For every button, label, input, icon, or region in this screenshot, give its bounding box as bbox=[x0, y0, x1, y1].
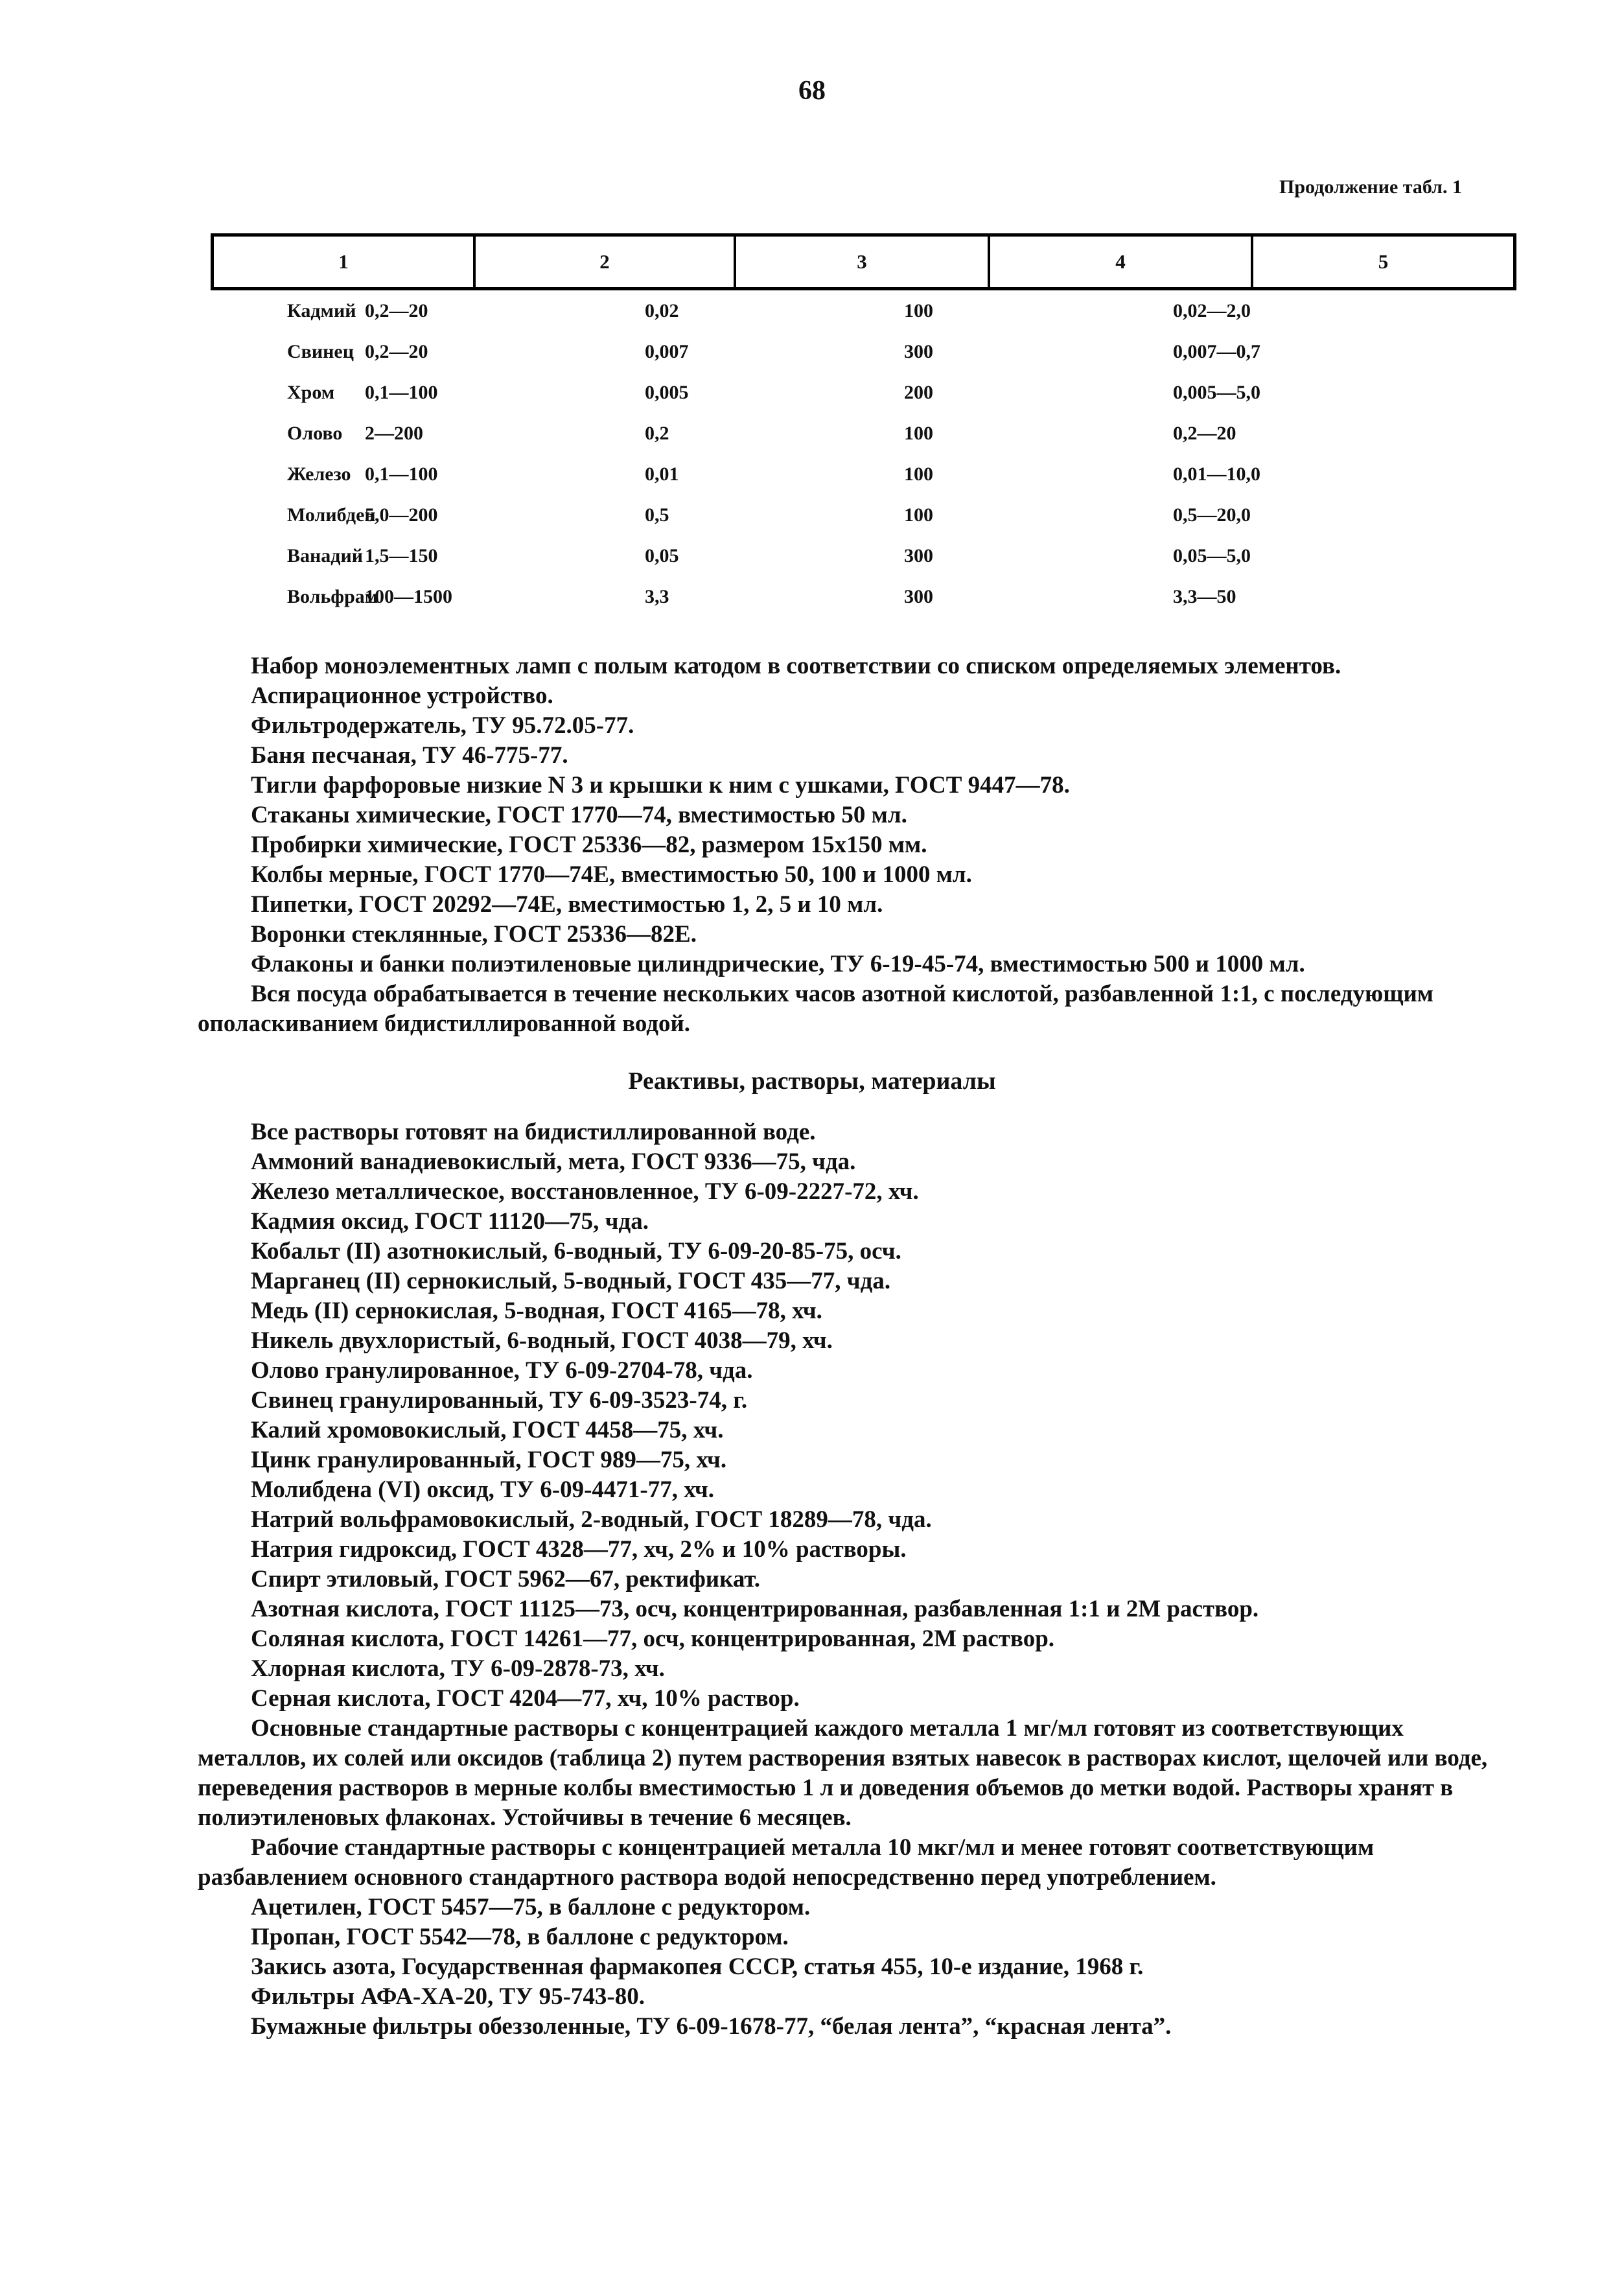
equipment-list bbox=[198, 651, 1516, 1039]
table-cell: Хром bbox=[287, 381, 335, 403]
reagent-item: Рабочие стандартные растворы с концентрацией металла 10 мкг/мл и менее готовят соответствующим разбавлением основного стандартного раствора водой непосредственно перед употреблением. bbox=[198, 1834, 1375, 1891]
reagent-item: Кобальт (II) азотнокислый, 6-водный, ТУ 6-09-20-85-75, осч. bbox=[251, 1238, 901, 1265]
reagent-item: Хлорная кислота, ТУ 6-09-2878-73, хч. bbox=[251, 1655, 665, 1682]
reagent-item: Никель двухлористый, 6-водный, ГОСТ 4038—79, хч. bbox=[251, 1327, 833, 1354]
table-cell: 0,2—20 bbox=[365, 299, 428, 321]
reagent-item: Калий хромовокислый, ГОСТ 4458—75, хч. bbox=[251, 1417, 724, 1443]
table-cell: 0,05—5,0 bbox=[1173, 544, 1251, 566]
table-cell: 1,5—150 bbox=[365, 544, 438, 566]
reagent-item: Аммоний ванадиевокислый, мета, ГОСТ 9336—75, чда. bbox=[251, 1149, 856, 1175]
reagent-item: Азотная кислота, ГОСТ 11125—73, осч, концентрированная, разбавленная 1:1 и 2М раствор. bbox=[251, 1596, 1259, 1622]
table-cell: 3,3 bbox=[645, 585, 669, 607]
equipment-item: Баня песчаная, ТУ 46-775-77. bbox=[251, 742, 568, 769]
table-cell: Вольфрам bbox=[287, 585, 378, 607]
page-number: 68 bbox=[798, 76, 826, 106]
reagent-item: Молибдена (VI) оксид, ТУ 6-09-4471-77, хч. bbox=[251, 1476, 714, 1503]
table-cell: 100 bbox=[904, 299, 933, 321]
reagent-item: Соляная кислота, ГОСТ 14261—77, осч, концентрированная, 2М раствор. bbox=[251, 1626, 1055, 1652]
table-cell: 0,2—20 bbox=[1173, 422, 1236, 444]
data-table bbox=[211, 233, 1516, 617]
equipment-item: Пробирки химические, ГОСТ 25336—82, размером 15х150 мм. bbox=[251, 832, 927, 858]
reagent-item: Все растворы готовят на бидистиллированной воде. bbox=[251, 1119, 816, 1145]
reagent-item: Серная кислота, ГОСТ 4204—77, хч, 10% раствор. bbox=[251, 1685, 800, 1712]
header-cell: 3 bbox=[736, 237, 990, 287]
table-cell: 2—200 bbox=[365, 422, 423, 444]
reagents-heading: Реактивы, растворы, материалы bbox=[628, 1067, 996, 1095]
equipment-item: Тигли фарфоровые низкие N 3 и крышки к ним с ушками, ГОСТ 9447—78. bbox=[251, 772, 1070, 799]
table-cell: Свинец bbox=[287, 340, 354, 362]
table-row bbox=[211, 576, 1516, 617]
equipment-item: Набор моноэлементных ламп с полым катодом в соответствии со списком определяемых элементов. bbox=[251, 653, 1341, 679]
reagent-item: Ацетилен, ГОСТ 5457—75, в баллоне с редуктором. bbox=[251, 1894, 811, 1920]
table-cell: Молибден bbox=[287, 504, 376, 526]
header-cell: 4 bbox=[990, 237, 1253, 287]
table-cell: 100 bbox=[904, 504, 933, 526]
reagents-list bbox=[198, 1117, 1516, 2042]
reagent-item: Основные стандартные растворы с концентрацией каждого металла 1 мг/мл готовят из соответствующих металлов, их солей или оксидов (таблица 2) путем растворения взятых навесок в растворах кислот, щелочей или воде, переведения растворов в мерные колбы вместимостью 1 л и доведения объемов до метки водой. Растворы хранят в полиэтиленовых флаконах. Устойчивы в течение 6 месяцев. bbox=[198, 1715, 1488, 1831]
table-cell: 0,2 bbox=[645, 422, 669, 444]
equipment-item: Аспирационное устройство. bbox=[251, 682, 553, 709]
reagent-item: Кадмия оксид, ГОСТ 11120—75, чда. bbox=[251, 1208, 649, 1235]
table-cell: 300 bbox=[904, 544, 933, 566]
table-cell: Ванадий bbox=[287, 544, 364, 566]
table-cell: 0,005—5,0 bbox=[1173, 381, 1260, 403]
reagent-item: Олово гранулированное, ТУ 6-09-2704-78, чда. bbox=[251, 1357, 753, 1384]
table-cell: 300 bbox=[904, 340, 933, 362]
reagent-item: Закись азота, Государственная фармакопея СССР, статья 455, 10-е издание, 1968 г. bbox=[251, 1954, 1144, 1980]
table-row bbox=[211, 535, 1516, 576]
header-cell: 1 bbox=[214, 237, 476, 287]
table-cell: 0,01—10,0 bbox=[1173, 463, 1260, 485]
table-cell: Кадмий bbox=[287, 299, 356, 321]
table-cell: 0,5—20,0 bbox=[1173, 504, 1251, 526]
table-row bbox=[211, 454, 1516, 495]
table-cell: 0,01 bbox=[645, 463, 679, 485]
table-cell: 0,007—0,7 bbox=[1173, 340, 1260, 362]
reagent-item: Натрия гидроксид, ГОСТ 4328—77, хч, 2% и 10% растворы. bbox=[251, 1536, 907, 1563]
table-cell: 5,0—200 bbox=[365, 504, 438, 526]
table-cell: 100 bbox=[904, 422, 933, 444]
reagent-item: Бумажные фильтры обеззоленные, ТУ 6-09-1678-77, “белая лента”, “красная лента”. bbox=[251, 2013, 1172, 2040]
reagent-item: Фильтры АФА-ХА-20, ТУ 95-743-80. bbox=[251, 1983, 645, 2010]
table-cell: 0,1—100 bbox=[365, 381, 438, 403]
reagent-item: Натрий вольфрамовокислый, 2-водный, ГОСТ 18289—78, чда. bbox=[251, 1506, 932, 1533]
table-row bbox=[211, 413, 1516, 454]
reagent-item: Спирт этиловый, ГОСТ 5962—67, ректификат. bbox=[251, 1566, 761, 1592]
table-row bbox=[211, 290, 1516, 331]
table-cell: Железо bbox=[287, 463, 351, 485]
table-cell: 200 bbox=[904, 381, 933, 403]
table-cell: 0,007 bbox=[645, 340, 689, 362]
equipment-item: Воронки стеклянные, ГОСТ 25336—82Е. bbox=[251, 921, 697, 948]
table-cell: 0,2—20 bbox=[365, 340, 428, 362]
reagent-item: Медь (II) сернокислая, 5-водная, ГОСТ 4165—78, хч. bbox=[251, 1298, 822, 1324]
table-cell: 100 bbox=[904, 463, 933, 485]
reagent-item: Марганец (II) сернокислый, 5-водный, ГОСТ 435—77, чда. bbox=[251, 1268, 891, 1294]
header-cell: 2 bbox=[476, 237, 736, 287]
equipment-item: Пипетки, ГОСТ 20292—74Е, вместимостью 1, 2, 5 и 10 мл. bbox=[251, 891, 883, 918]
table-cell: 100—1500 bbox=[365, 585, 452, 607]
reagent-item: Пропан, ГОСТ 5542—78, в баллоне с редуктором. bbox=[251, 1924, 789, 1950]
table-row bbox=[211, 372, 1516, 413]
equipment-item: Стаканы химические, ГОСТ 1770—74, вместимостью 50 мл. bbox=[251, 802, 907, 828]
reagent-item: Цинк гранулированный, ГОСТ 989—75, хч. bbox=[251, 1447, 727, 1473]
table-cell: 300 bbox=[904, 585, 933, 607]
table-row bbox=[211, 331, 1516, 372]
table-header bbox=[211, 233, 1516, 290]
table-cell: 0,05 bbox=[645, 544, 679, 566]
reagent-item: Железо металлическое, восстановленное, ТУ 6-09-2227-72, хч. bbox=[251, 1178, 919, 1205]
table-cell: 0,02 bbox=[645, 299, 679, 321]
table-cell: 0,1—100 bbox=[365, 463, 438, 485]
table-caption: Продолжение табл. 1 bbox=[1279, 176, 1462, 198]
table-cell: 0,02—2,0 bbox=[1173, 299, 1251, 321]
equipment-item: Фильтродержатель, ТУ 95.72.05-77. bbox=[251, 712, 634, 739]
table-cell: Олово bbox=[287, 422, 343, 444]
equipment-item: Флаконы и банки полиэтиленовые цилиндрические, ТУ 6-19-45-74, вместимостью 500 и 1000 мл. bbox=[251, 951, 1305, 977]
header-cell: 5 bbox=[1378, 250, 1389, 273]
table-cell: 0,005 bbox=[645, 381, 689, 403]
table-cell: 3,3—50 bbox=[1173, 585, 1236, 607]
reagent-item: Свинец гранулированный, ТУ 6-09-3523-74, г. bbox=[251, 1387, 748, 1414]
table-cell: 0,5 bbox=[645, 504, 669, 526]
table-body bbox=[211, 290, 1516, 617]
equipment-item: Колбы мерные, ГОСТ 1770—74Е, вместимостью 50, 100 и 1000 мл. bbox=[251, 861, 972, 888]
equipment-item: Вся посуда обрабатывается в течение нескольких часов азотной кислотой, разбавленной 1:1, с последующим ополаскиванием бидистиллированной водой. bbox=[198, 981, 1433, 1037]
table-row bbox=[211, 495, 1516, 535]
